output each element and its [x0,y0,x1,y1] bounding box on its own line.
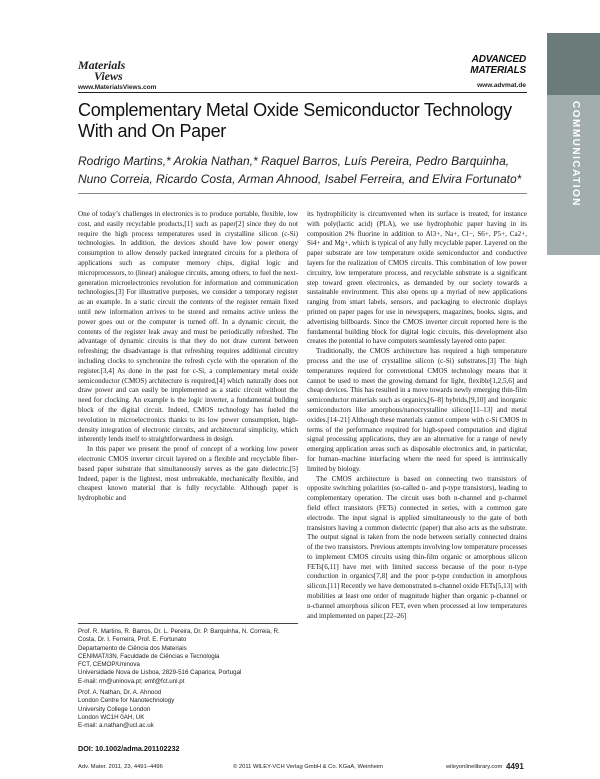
affiliation-line: Departamento de Ciência dos Materiais [78,644,187,652]
website-link[interactable]: wileyonlinelibrary.com [446,764,503,770]
copyright: © 2011 WILEY-VCH Verlag GmbH & Co. KGaA, Weinheim [233,764,384,770]
affiliation-line: London WC1H 0AH, UK [78,713,145,721]
affiliation-line: London Centre for Nanotechnology [78,697,175,705]
logo-line-1: Materials [78,58,126,72]
affiliation-block-1 [78,628,298,686]
affiliation-email[interactable]: E-mail: a.nathan@ucl.ac.uk [78,722,154,730]
affiliation-divider [78,623,298,624]
affiliation-line: Prof. A. Nathan, Dr. A. Ahnood [78,689,162,697]
paragraph: Traditionally, the CMOS architecture has required a high temperature process and the use of crystalline silicon (c-Si) substrates.[3] The high temperatures required for conventional CMOS technology means that it cannot be used to meet the growing demand for light, flexible[1,2,5,6] and cheap devices. This has resulted in a move towards newly emerging thin-film semiconductor materials such as organics,[6–8] hybrids,[9,10] and inorganic semiconductors like amorphous/nanocrystalline silicon[11–13] and metal oxides.[14–21] Although these materials cannot compete with c-Si CMOS in terms of the performance required for high-speed computation and digital signal processing applications, they are an alternative for a range of newly emerging application areas such as disposable electronics and, in particular, for human–machine interfacing where the need for speed is intrinsically limited by biology. [307,347,527,473]
affiliation-block-2 [78,689,298,730]
logo-line-2: Views [94,69,123,83]
paragraph: its hydrophilicity is circumvented when its surface is treated, for instance with poly(lactic acid) (PLA), we use hydrophobic paper having in its composition 2% fluorine in addition to Al3+, Na+, Cl−, S6+, P5+, Ca2+, Si4+ and Mg+, which is typical of any fully recyclable paper. Layered on the paper substrate are low temperature oxide semiconductor and conductive layers for the realization of CMOS circuits. This combination of low power circuitry, low temperature process, and recyclable substrate is a significant step toward green electronics, as demanded by our society towards a sustainable environment. This also opens up a myriad of new applications ranging from smart labels, sensors, and packaging to electronic displays printed on paper pages for use in newspapers, magazines, books, signs, and advertising billboards. Since the CMOS inverter circuit reported here is the fundamental building block for digital logic circuits, this development also creates the potential to have computers seamlessly layered onto paper. [307,210,527,346]
publisher-url[interactable]: www.MaterialsViews.com [78,84,157,91]
advanced-materials-logo [448,54,526,76]
body-column-right [307,210,527,621]
journal-citation: Adv. Mater. 2011, 23, 4491–4496 [78,764,163,770]
affiliation-line: Universidade Nova de Lisboa, 2829-516 Caparica, Portugal [78,669,242,677]
page-footer [78,762,527,772]
header-divider [78,92,527,93]
section-sidebar [539,33,600,779]
logo-line-2: MATERIALS [470,65,526,76]
paragraph: One of today’s challenges in electronics is to produce portable, flexible, low cost, and easily recyclable products,[1] such as paper[2] since they do not require the high process temperatures used in crystalline silicon (c-Si) technologies. In addition, the devices should have low power energy consumption to allow densely packed integrated circuits for a plethora of applications such as computer memory chips, digital logic and microprocessors, to (linear) analogue circuits, among others, to fuel the next-generation microelectronics revolution for information and communication technologies.[3] For illustrative purposes, we consider a temporary register as an example. In a static circuit the contents of the register remain fixed until new information arrives to be stored and remains active unless the power goes out or the computer is turned off. In a dynamic circuit, the contents of the register leak away and must be periodically refreshed. The advantage of dynamic circuits is that they do not draw current between refreshing; the disadvantage is that refreshing requires additional circuitry including clocks to synchronize the refresh cycle with the operation of the register.[3,4] As done in the past for c-Si, a complementary metal oxide semiconductor (CMOS) architecture is required,[4] which naturally does not draw power and can easily be implemented as a static circuit without the need for clocking. An example is the logic inverter, a fundamental building block of the digital circuit. Indeed, CMOS technology has fueled the revolution in microelectronics thanks to its low power consumption, high-density integration of electronic circuits, and architectural simplicity, which inherently lends itself to straightforwardness in design. [78,210,298,444]
logo-line-1: ADVANCED [471,54,526,65]
affiliation-line: FCT, CEMOP/Uninova [78,661,140,669]
page-number: 4491 [506,762,524,771]
section-label: COMMUNICATION [570,101,581,207]
journal-url[interactable]: www.advmat.de [477,82,526,89]
paragraph: The CMOS architecture is based on connecting two transistors of opposite switching polarities (so-called n- and p-type transistors), leading to complementary operation. The circuit uses both n-channel and p-channel field effect transistors (FETs) connected in series, with a common gate electrode. The input signal is applied simultaneously to the gate of both transistors having a common dielectric (paper) that also acts as the substrate. The output signal is taken from the node between serially connected drains of the two transistors. Previous attempts involving low temperature processes to implement CMOS circuits using thin-film organic or amorphous silicon FETs[6,11] have met with limited success because of the poor n-type conduction in organics[7,8] and the poor p-type conduction in amorphous silicon.[11] Recently we have demonstrated n-channel oxide FETs[5,13] with mobilities at least one order of magnitude higher than organic p-channel or n-channel amorphous silicon FET, even when processed at low temperatures and implemented on paper.[22–26] [307,474,527,620]
author-list: Rodrigo Martins,* Arokia Nathan,* Raquel Barros, Luís Pereira, Pedro Barquinha, Nuno Correia, Ricardo Costa, Arman Ahnood, Isabel Ferreira, and Elvira Fortunato* [78,154,522,186]
body-column-left [78,210,298,504]
affiliation-email[interactable]: E-mail: rm@uninova.pt; emf@fct.unl.pt [78,677,185,685]
affiliation-line: CENIMAT/I3N, Faculdade de Ciências e Tecnologia [78,652,220,660]
affiliation-line: Prof. R. Martins, R. Barros, Dr. L. Pereira, Dr. P. Barquinha, N. Correia, R. Costa, Dr. I. Ferreira, Prof. E. Fortunato [78,628,280,644]
affiliation-line: University College London [78,705,151,713]
affiliations [78,628,298,734]
doi[interactable]: DOI: 10.1002/adma.201102232 [78,744,180,753]
sidebar-top-block [547,33,600,95]
author-divider [78,193,527,194]
paragraph: In this paper we present the proof of concept of a working low power electronic CMOS inverter circuit layered on a flexible and recyclable fiber-based paper substrate that simultaneously serves as the gate dielectric.[5] Indeed, paper is the lightest, most unbreakable, mechanically flexible, and cheapest known material that is fully recyclable. Although paper is hydrophobic and [78,445,298,503]
article-title: Complementary Metal Oxide Semiconductor Technology With and On Paper [78,100,512,141]
